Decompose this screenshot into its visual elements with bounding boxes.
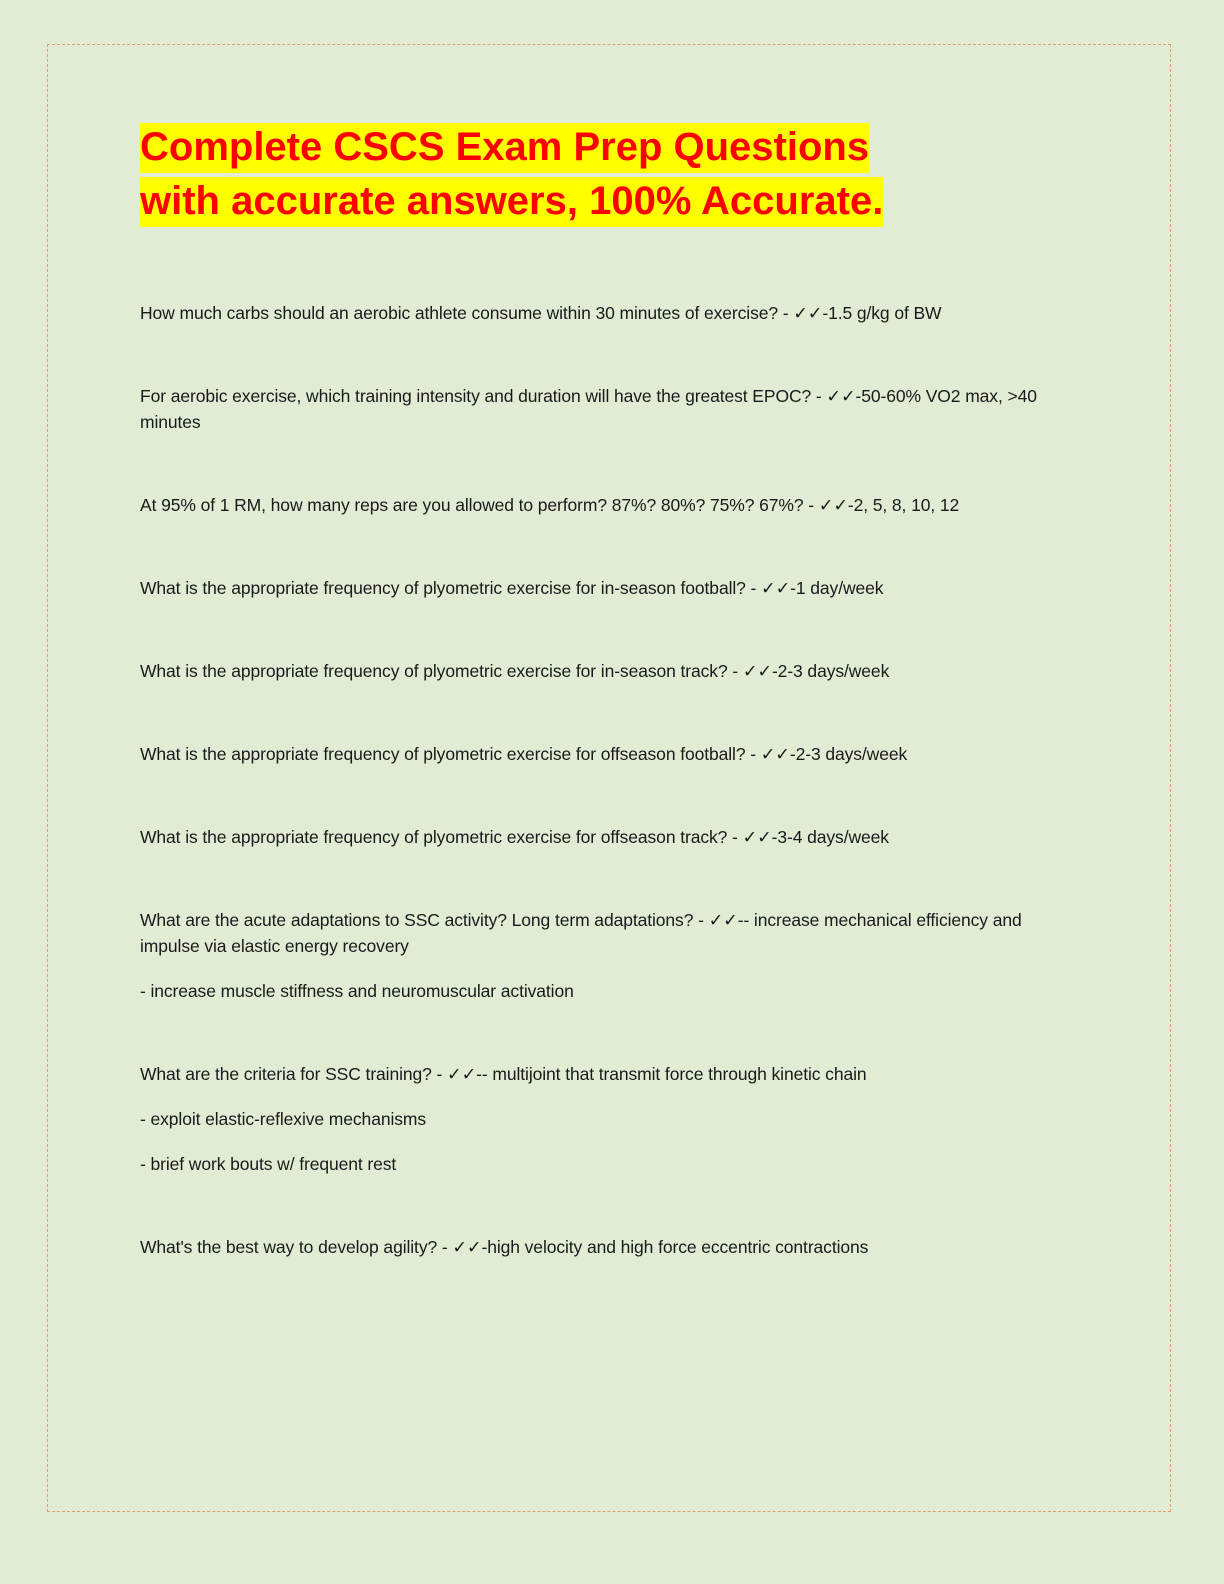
qa-block	[140, 383, 1080, 435]
qa-line: - exploit elastic-reflexive mechanisms	[140, 1109, 427, 1129]
qa-block	[140, 1234, 1080, 1260]
qa-block	[140, 824, 1080, 850]
qa-block	[140, 658, 1080, 684]
qa-block	[140, 907, 1080, 1004]
page-title-text-2: with accurate answers, 100% Accurate.	[140, 177, 883, 227]
qa-line: What is the appropriate frequency of plyometric exercise for in-season track? - ✓✓-2-3 days/week	[140, 661, 890, 681]
page-title	[140, 120, 1080, 228]
page-title-line-2	[140, 174, 1080, 228]
qa-block	[140, 741, 1080, 767]
qa-line: - increase muscle stiffness and neuromuscular activation	[140, 981, 574, 1001]
qa-line: What's the best way to develop agility? - ✓✓-high velocity and high force eccentric contractions	[140, 1237, 869, 1257]
qa-line: What are the criteria for SSC training? - ✓✓-- multijoint that transmit force through kinetic chain	[140, 1064, 867, 1084]
qa-line: What is the appropriate frequency of plyometric exercise for in-season football? - ✓✓-1 day/week	[140, 578, 884, 598]
qa-line: For aerobic exercise, which training intensity and duration will have the greatest EPOC? - ✓✓-50-60% VO2 max, >40 minutes	[140, 386, 1037, 432]
qa-line: What is the appropriate frequency of plyometric exercise for offseason track? - ✓✓-3-4 days/week	[140, 827, 889, 847]
qa-line: - brief work bouts w/ frequent rest	[140, 1154, 397, 1174]
qa-line: What are the acute adaptations to SSC activity? Long term adaptations? - ✓✓-- increase mechanical efficiency and impulse via elastic energy recovery	[140, 910, 1022, 956]
qa-block	[140, 492, 1080, 518]
qa-block	[140, 300, 1080, 326]
qa-block	[140, 575, 1080, 601]
qa-list	[140, 300, 1080, 1260]
qa-line: What is the appropriate frequency of plyometric exercise for offseason football? - ✓✓-2-3 days/week	[140, 744, 908, 764]
qa-line: How much carbs should an aerobic athlete consume within 30 minutes of exercise? - ✓✓-1.5 g/kg of BW	[140, 303, 942, 323]
page-title-text-1: Complete CSCS Exam Prep Questions	[140, 123, 869, 173]
qa-line: At 95% of 1 RM, how many reps are you allowed to perform? 87%? 80%? 75%? 67%? - ✓✓-2, 5, 8, 10, 12	[140, 495, 960, 515]
qa-block	[140, 1061, 1080, 1177]
page-title-line-1	[140, 120, 1080, 174]
document-content	[140, 120, 1080, 1317]
